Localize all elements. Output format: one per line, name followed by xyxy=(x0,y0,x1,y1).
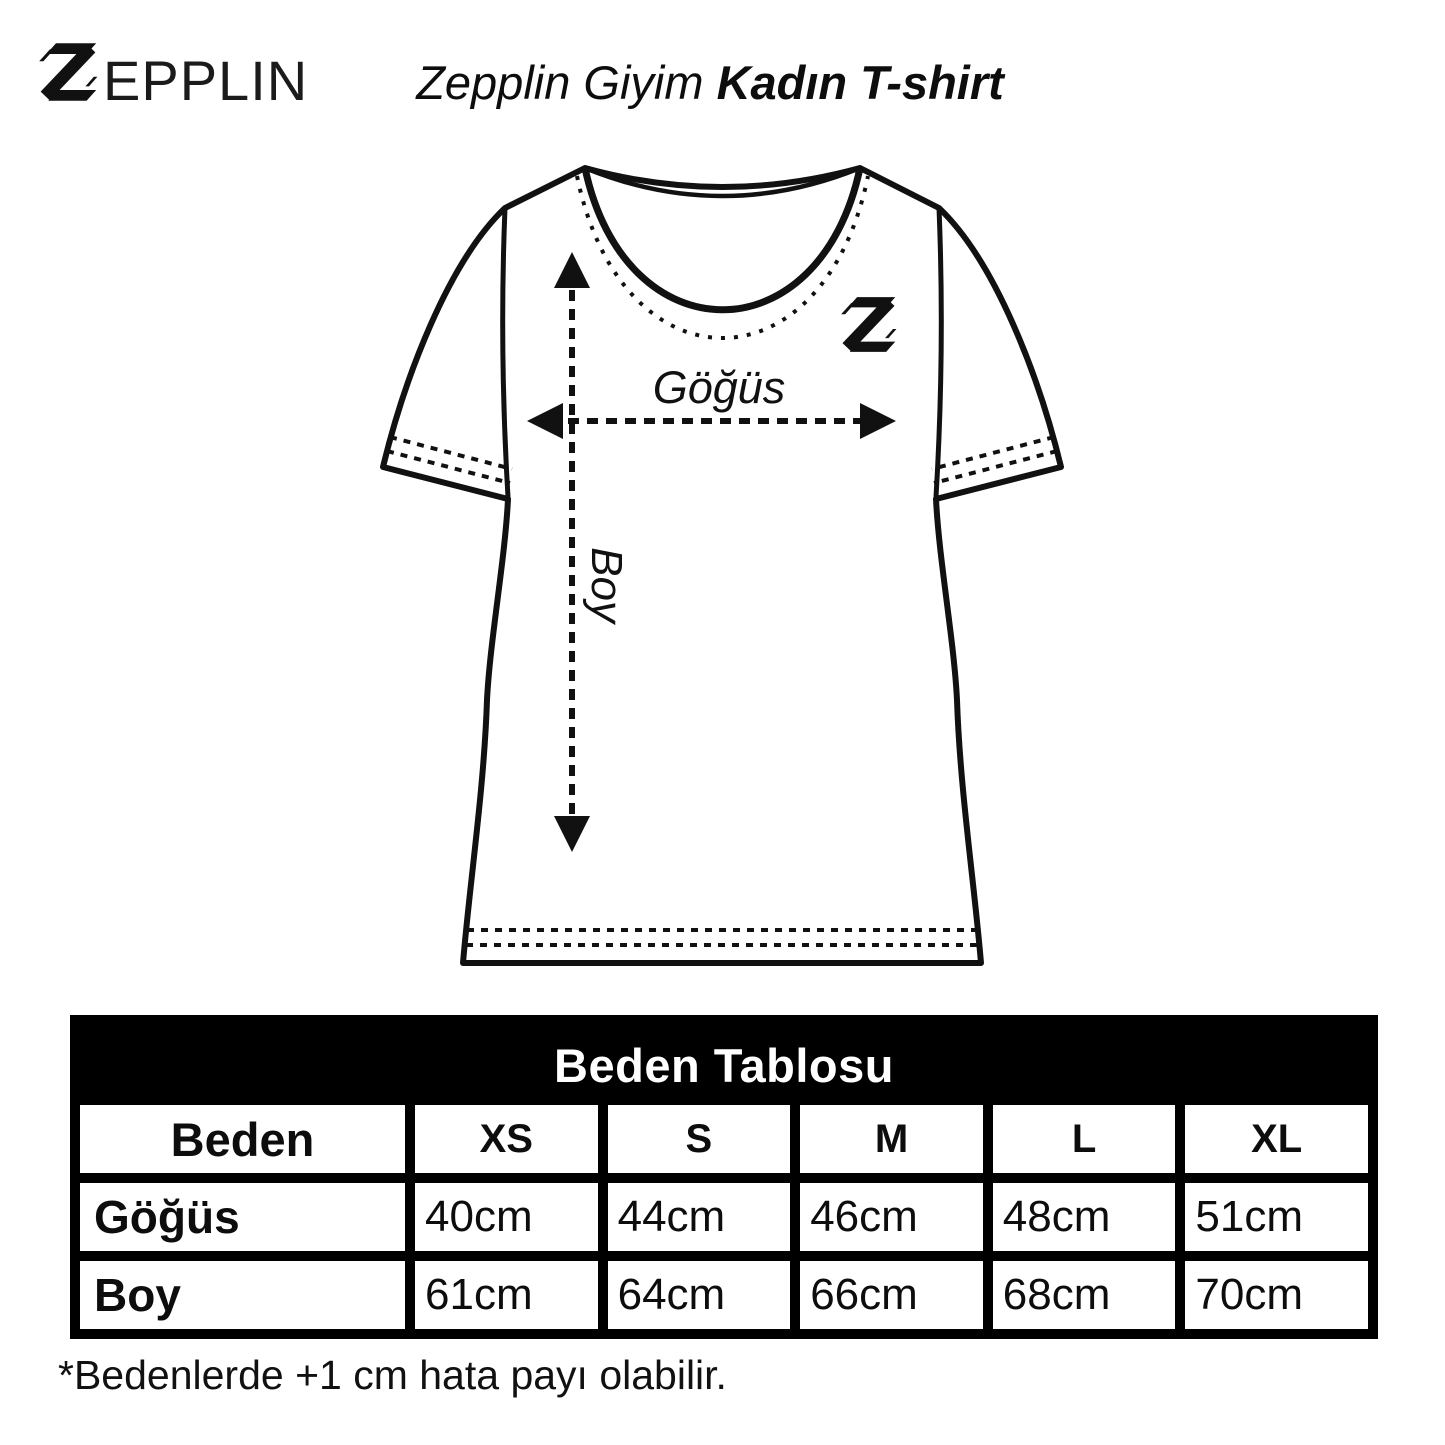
tshirt-diagram xyxy=(330,135,1120,1015)
gogus-xl: 51cm xyxy=(1185,1183,1368,1251)
boy-xs: 61cm xyxy=(415,1261,598,1329)
gogus-xs: 40cm xyxy=(415,1183,598,1251)
col-header-xl: XL xyxy=(1185,1105,1368,1173)
brand-logo xyxy=(38,40,309,113)
boy-xl: 70cm xyxy=(1185,1261,1368,1329)
row-label-boy: Boy xyxy=(80,1261,405,1329)
chest-label: Göğüs xyxy=(652,362,786,413)
page-title xyxy=(416,56,1004,110)
size-table-title: Beden Tablosu xyxy=(554,1038,894,1092)
col-header-xs: XS xyxy=(415,1105,598,1173)
col-header-l: L xyxy=(993,1105,1176,1173)
title-bold: Kadın T-shirt xyxy=(716,56,1004,109)
size-table-grid xyxy=(80,1105,1368,1329)
col-header-beden: Beden xyxy=(80,1105,405,1173)
tshirt-outline xyxy=(383,168,1061,963)
col-header-m: M xyxy=(800,1105,983,1173)
gogus-m: 46cm xyxy=(800,1183,983,1251)
row-label-gogus: Göğüs xyxy=(80,1183,405,1251)
zepplin-z-icon xyxy=(38,40,98,104)
boy-s: 64cm xyxy=(608,1261,791,1329)
col-header-s: S xyxy=(608,1105,791,1173)
brand-wordmark: EPPLIN xyxy=(103,49,309,113)
size-table xyxy=(70,1015,1378,1339)
tolerance-footnote: *Bedenlerde +1 cm hata payı olabilir. xyxy=(58,1352,727,1398)
gogus-s: 44cm xyxy=(608,1183,791,1251)
gogus-l: 48cm xyxy=(993,1183,1176,1251)
boy-m: 66cm xyxy=(800,1261,983,1329)
length-label: Boy xyxy=(582,547,631,623)
boy-l: 68cm xyxy=(993,1261,1176,1329)
title-regular: Zepplin Giyim xyxy=(416,56,704,109)
